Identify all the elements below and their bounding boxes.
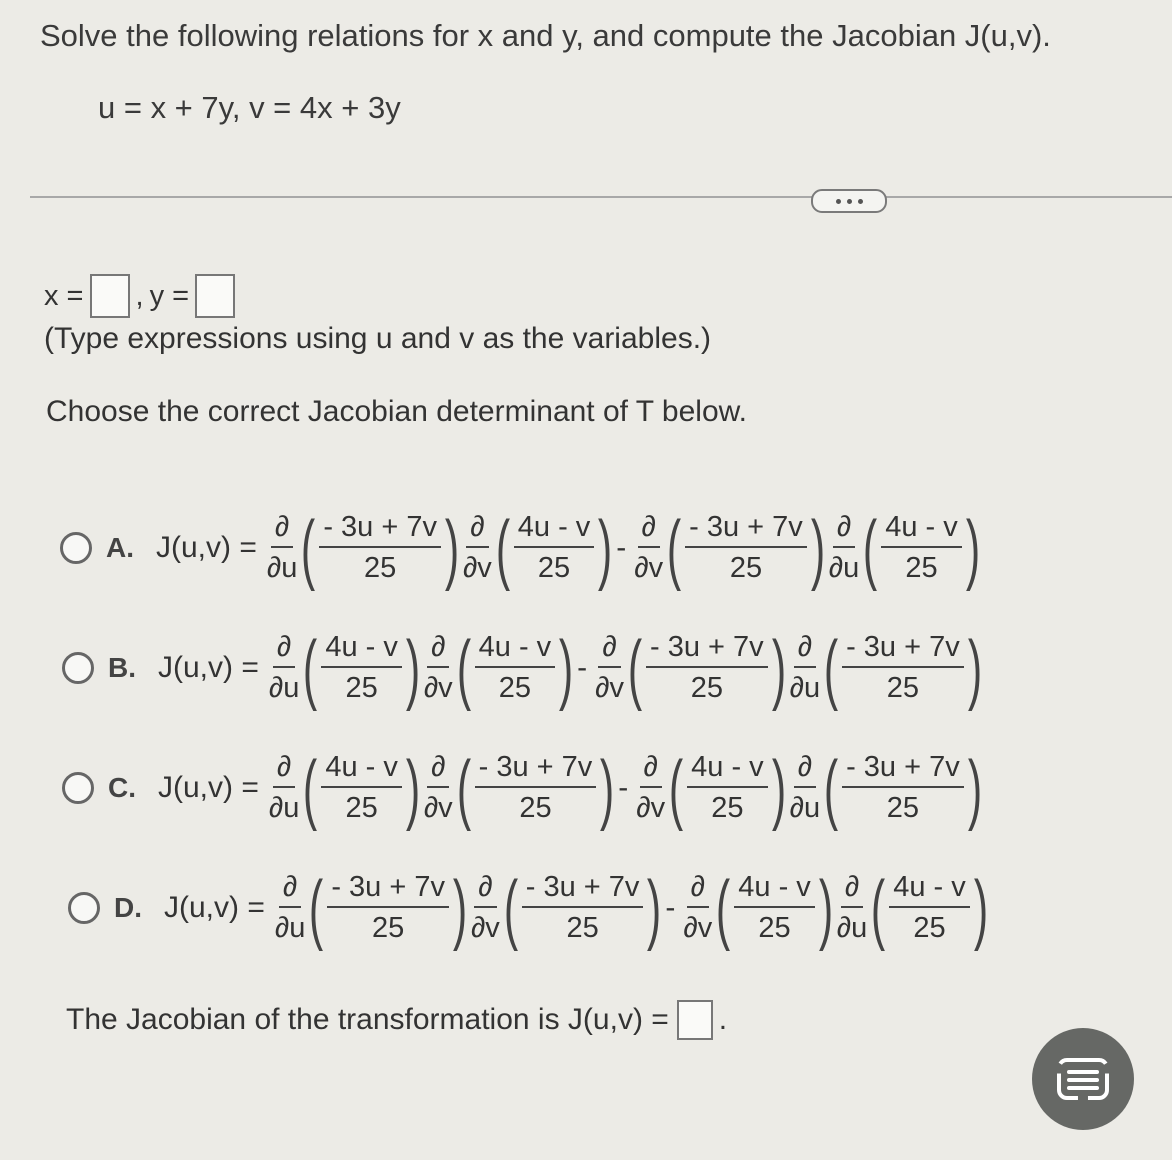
fraction-numerator: 4u - v bbox=[889, 868, 970, 908]
y-label: y = bbox=[149, 279, 190, 312]
partial-symbol: ∂ bbox=[794, 628, 816, 668]
minus-sign: - bbox=[616, 531, 627, 564]
option-letter: D. bbox=[114, 892, 142, 923]
partial-operator bbox=[269, 628, 299, 708]
radio-button[interactable] bbox=[68, 892, 100, 924]
fraction-numerator: - 3u + 7v bbox=[842, 628, 964, 668]
partial-symbol: ∂ bbox=[279, 868, 301, 908]
radio-button[interactable] bbox=[62, 652, 94, 684]
right-paren: ) bbox=[967, 624, 982, 712]
right-paren: ) bbox=[771, 744, 786, 832]
option-letter: C. bbox=[108, 772, 136, 803]
left-paren: ( bbox=[456, 624, 471, 712]
partial-variable: ∂u bbox=[268, 672, 300, 704]
partial-symbol: ∂ bbox=[598, 628, 620, 668]
partial-symbol: ∂ bbox=[640, 748, 662, 788]
partial-symbol: ∂ bbox=[638, 508, 660, 548]
fraction-numerator: - 3u + 7v bbox=[685, 508, 807, 548]
fraction-denominator: 25 bbox=[498, 672, 532, 704]
partial-symbol: ∂ bbox=[271, 508, 293, 548]
left-paren: ( bbox=[503, 864, 518, 952]
x-label: x = bbox=[44, 279, 84, 312]
y-answer-input[interactable] bbox=[195, 274, 235, 318]
expression-fraction bbox=[889, 868, 970, 948]
partial-variable: ∂u bbox=[789, 792, 821, 824]
hint-text: (Type expressions using u and v as the variables.) bbox=[44, 322, 712, 355]
expression-fraction bbox=[646, 628, 768, 708]
expression-fraction bbox=[687, 748, 768, 828]
right-paren: ) bbox=[967, 744, 982, 832]
jacobian-lhs: J(u,v) = bbox=[158, 771, 259, 804]
minus-sign: - bbox=[618, 771, 629, 804]
final-period: . bbox=[718, 1003, 728, 1036]
expression-fraction bbox=[321, 628, 402, 708]
choose-prompt: Choose the correct Jacobian determinant of T below. bbox=[46, 395, 747, 428]
partial-variable: ∂v bbox=[423, 792, 453, 824]
left-paren: ( bbox=[495, 504, 510, 592]
fraction-denominator: 25 bbox=[519, 792, 552, 824]
fraction-denominator: 25 bbox=[345, 672, 378, 704]
left-paren: ( bbox=[863, 504, 878, 592]
partial-operator bbox=[683, 868, 712, 948]
divider bbox=[30, 196, 1172, 198]
minus-sign: - bbox=[577, 651, 588, 684]
right-paren: ) bbox=[405, 744, 420, 832]
left-paren: ( bbox=[668, 744, 684, 832]
fraction-denominator: 25 bbox=[886, 672, 920, 704]
partial-variable: ∂v bbox=[634, 552, 664, 584]
left-paren: ( bbox=[627, 624, 643, 712]
right-paren: ) bbox=[647, 864, 662, 952]
fraction-numerator: 4u - v bbox=[881, 508, 962, 548]
fraction-numerator: 4u - v bbox=[734, 868, 815, 908]
partial-variable: ∂v bbox=[462, 552, 492, 584]
fraction-denominator: 25 bbox=[690, 672, 723, 704]
option-d[interactable] bbox=[68, 864, 988, 952]
right-paren: ) bbox=[973, 864, 988, 952]
partial-operator bbox=[837, 868, 867, 948]
expression-fraction bbox=[321, 748, 402, 828]
final-answer-row bbox=[66, 1000, 727, 1040]
right-paren: ) bbox=[598, 504, 613, 592]
fraction-numerator: 4u - v bbox=[687, 748, 768, 788]
partial-variable: ∂u bbox=[836, 912, 868, 944]
partial-variable: ∂u bbox=[268, 792, 300, 824]
right-paren: ) bbox=[559, 624, 574, 712]
fraction-numerator: - 3u + 7v bbox=[319, 508, 441, 548]
right-paren: ) bbox=[452, 864, 468, 952]
fraction-denominator: 25 bbox=[905, 552, 938, 584]
fraction-numerator: 4u - v bbox=[475, 628, 556, 668]
partial-variable: ∂v bbox=[470, 912, 500, 944]
partial-variable: ∂v bbox=[636, 792, 666, 824]
partial-symbol: ∂ bbox=[427, 628, 449, 668]
fraction-numerator: 4u - v bbox=[321, 628, 402, 668]
fraction-denominator: 25 bbox=[566, 912, 599, 944]
partial-operator bbox=[463, 508, 492, 588]
partial-symbol: ∂ bbox=[273, 628, 295, 668]
partial-symbol: ∂ bbox=[273, 748, 295, 788]
expression-fraction bbox=[475, 748, 597, 828]
fraction-denominator: 25 bbox=[913, 912, 946, 944]
partial-operator bbox=[471, 868, 500, 948]
fraction-numerator: - 3u + 7v bbox=[327, 868, 449, 908]
partial-variable: ∂v bbox=[423, 672, 453, 704]
expression-fraction bbox=[522, 868, 644, 948]
option-c[interactable] bbox=[62, 744, 982, 832]
fraction-denominator: 25 bbox=[372, 912, 405, 944]
right-paren: ) bbox=[405, 624, 420, 712]
fraction-numerator: 4u - v bbox=[514, 508, 595, 548]
xy-separator: , bbox=[135, 279, 144, 312]
left-paren: ( bbox=[823, 744, 839, 832]
partial-operator bbox=[267, 508, 297, 588]
jacobian-lhs: J(u,v) = bbox=[164, 891, 265, 924]
left-paren: ( bbox=[456, 744, 471, 832]
partial-operator bbox=[424, 748, 453, 828]
fraction-denominator: 25 bbox=[758, 912, 791, 944]
partial-variable: ∂v bbox=[683, 912, 713, 944]
partial-operator bbox=[634, 508, 663, 588]
partial-symbol: ∂ bbox=[794, 748, 816, 788]
minus-sign: - bbox=[665, 891, 676, 924]
expression-fraction bbox=[514, 508, 595, 588]
question-text: Solve the following relations for x and y, and compute the Jacobian J(u,v). bbox=[40, 18, 1051, 53]
partial-operator bbox=[269, 748, 299, 828]
keyboard-button[interactable] bbox=[1032, 1028, 1134, 1130]
expression-fraction bbox=[881, 508, 962, 588]
right-paren: ) bbox=[818, 864, 833, 952]
expression-fraction bbox=[475, 628, 556, 708]
radio-button[interactable] bbox=[60, 532, 92, 564]
right-paren: ) bbox=[600, 744, 615, 832]
left-paren: ( bbox=[871, 864, 886, 952]
fraction-denominator: 25 bbox=[711, 792, 744, 824]
expression-fraction bbox=[734, 868, 815, 948]
fraction-numerator: 4u - v bbox=[321, 748, 402, 788]
option-letter: A. bbox=[106, 532, 134, 563]
partial-operator bbox=[790, 628, 820, 708]
expression-fraction bbox=[685, 508, 807, 588]
expression-fraction bbox=[842, 628, 964, 708]
fraction-numerator: - 3u + 7v bbox=[646, 628, 768, 668]
option-letter: B. bbox=[108, 652, 136, 683]
jacobian-answer-input[interactable] bbox=[677, 1000, 713, 1040]
expression-fraction bbox=[842, 748, 964, 828]
relations-text: u = x + 7y, v = 4x + 3y bbox=[98, 90, 401, 125]
left-paren: ( bbox=[716, 864, 731, 952]
left-paren: ( bbox=[823, 624, 839, 712]
partial-symbol: ∂ bbox=[841, 868, 863, 908]
right-paren: ) bbox=[444, 504, 460, 592]
partial-symbol: ∂ bbox=[687, 868, 709, 908]
right-paren: ) bbox=[965, 504, 980, 592]
partial-symbol: ∂ bbox=[466, 508, 488, 548]
partial-operator bbox=[275, 868, 305, 948]
more-dots-icon bbox=[836, 199, 841, 204]
fraction-denominator: 25 bbox=[886, 792, 920, 824]
fraction-denominator: 25 bbox=[364, 552, 397, 584]
x-answer-input[interactable] bbox=[90, 274, 130, 318]
partial-operator bbox=[636, 748, 665, 828]
partial-variable: ∂u bbox=[789, 672, 821, 704]
partial-operator bbox=[424, 628, 453, 708]
radio-button[interactable] bbox=[62, 772, 94, 804]
partial-symbol: ∂ bbox=[427, 748, 449, 788]
option-b[interactable] bbox=[62, 624, 982, 712]
jacobian-lhs: J(u,v) = bbox=[158, 651, 259, 684]
more-button[interactable] bbox=[811, 189, 887, 213]
left-paren: ( bbox=[303, 624, 318, 712]
partial-operator bbox=[595, 628, 624, 708]
fraction-numerator: - 3u + 7v bbox=[475, 748, 597, 788]
option-a[interactable] bbox=[60, 504, 980, 592]
partial-symbol: ∂ bbox=[474, 868, 496, 908]
fraction-numerator: - 3u + 7v bbox=[842, 748, 964, 788]
partial-operator bbox=[790, 748, 820, 828]
keyboard-icon bbox=[1055, 1054, 1111, 1104]
left-paren: ( bbox=[309, 864, 324, 952]
partial-variable: ∂u bbox=[828, 552, 860, 584]
left-paren: ( bbox=[666, 504, 682, 592]
fraction-denominator: 25 bbox=[537, 552, 571, 584]
jacobian-lhs: J(u,v) = bbox=[156, 531, 257, 564]
partial-symbol: ∂ bbox=[833, 508, 855, 548]
fraction-numerator: - 3u + 7v bbox=[522, 868, 644, 908]
final-text: The Jacobian of the transformation is J(u,v) = bbox=[66, 1003, 669, 1036]
left-paren: ( bbox=[303, 744, 318, 832]
partial-operator bbox=[829, 508, 859, 588]
right-paren: ) bbox=[810, 504, 825, 592]
fraction-denominator: 25 bbox=[345, 792, 378, 824]
fraction-denominator: 25 bbox=[729, 552, 763, 584]
expression-fraction bbox=[327, 868, 449, 948]
left-paren: ( bbox=[301, 504, 316, 592]
partial-variable: ∂u bbox=[274, 912, 306, 944]
expression-fraction bbox=[319, 508, 441, 588]
partial-variable: ∂v bbox=[595, 672, 625, 704]
xy-answer-row bbox=[44, 274, 241, 318]
right-paren: ) bbox=[771, 624, 786, 712]
partial-variable: ∂u bbox=[266, 552, 298, 584]
